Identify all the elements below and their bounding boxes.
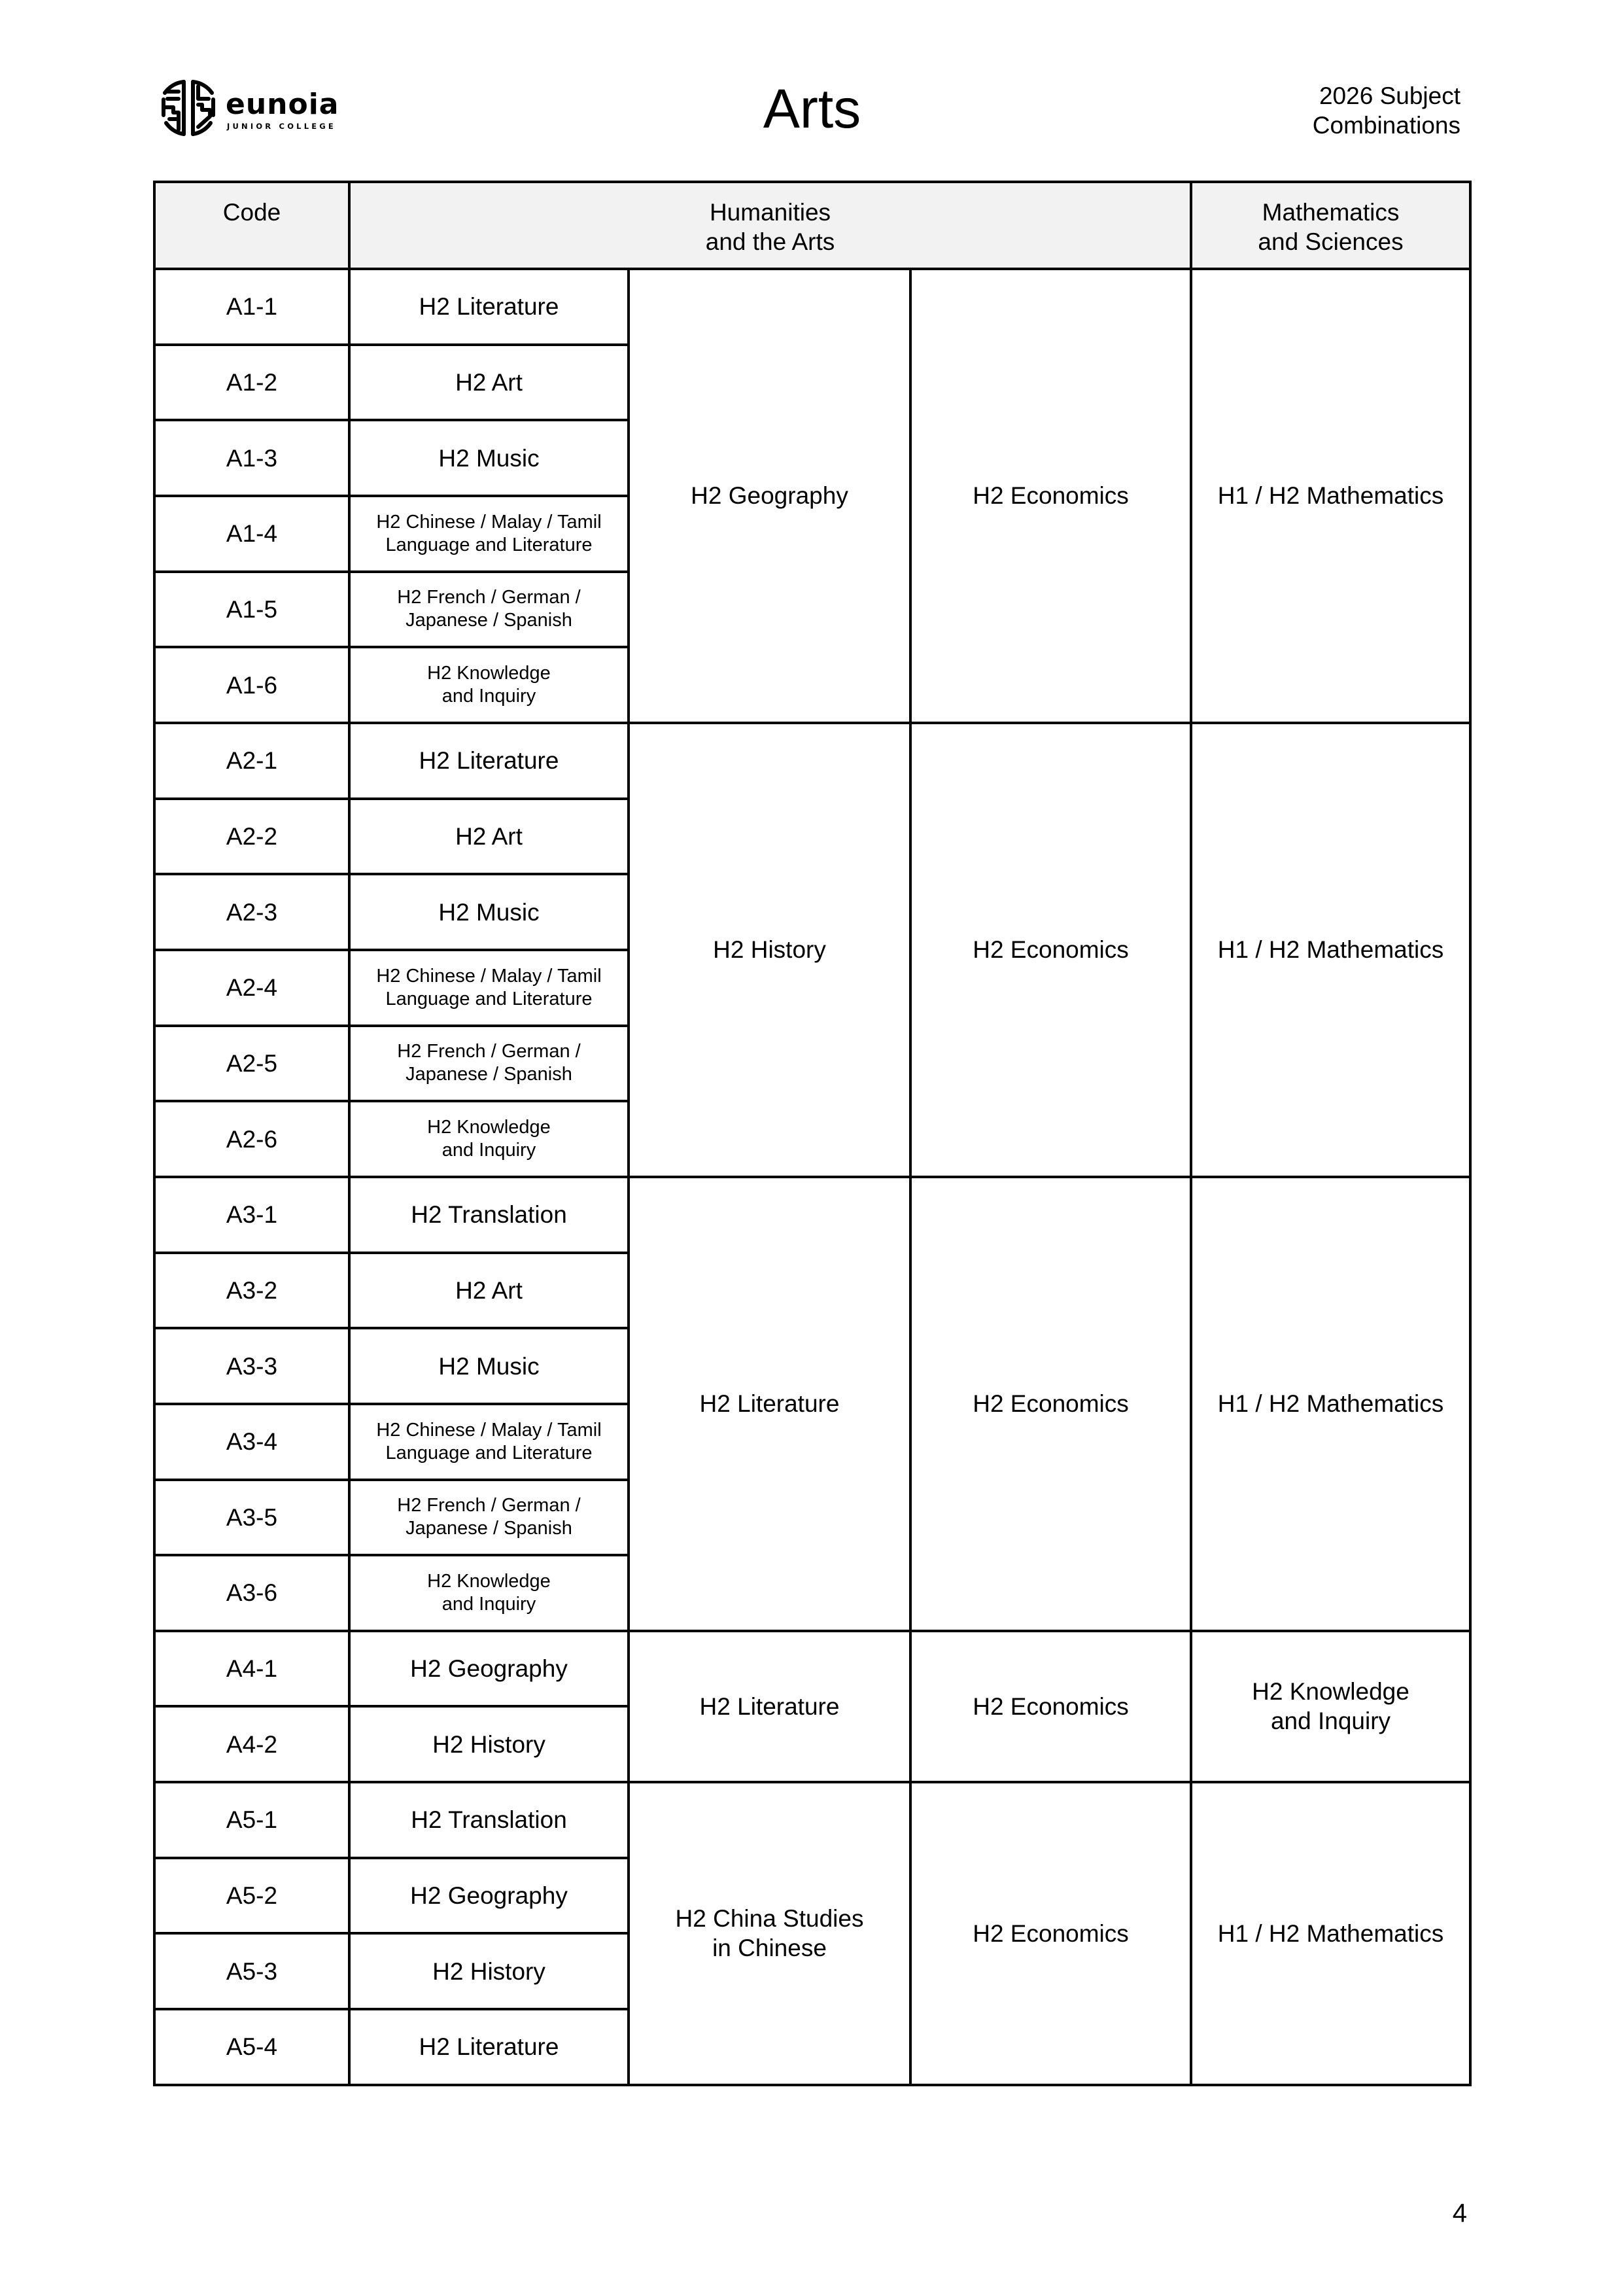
combination-code: A3-1 xyxy=(156,1178,351,1254)
elective-subject: H2 French / German / Japanese / Spanish xyxy=(351,573,630,649)
combination-code: A4-2 xyxy=(156,1708,351,1783)
elective-subject: H2 Art xyxy=(351,800,630,876)
combination-code: A1-6 xyxy=(156,648,351,724)
elective-subject: H2 History xyxy=(351,1935,630,2010)
document-label-line: 2026 Subject xyxy=(1319,82,1460,109)
elective-subject: H2 Music xyxy=(351,1329,630,1405)
combination-code: A3-6 xyxy=(156,1556,351,1632)
column-header: Mathematics and Sciences xyxy=(1192,183,1472,270)
elective-subject: H2 Chinese / Malay / Tamil Language and Literature xyxy=(351,1405,630,1481)
elective-subject: H2 Music xyxy=(351,875,630,951)
combination-code: A4-1 xyxy=(156,1632,351,1708)
humanities-subject: H2 Literature xyxy=(630,1178,912,1632)
elective-subject: H2 French / German / Japanese / Spanish xyxy=(351,1027,630,1103)
elective-subject: H2 Literature xyxy=(351,724,630,800)
humanities-subject: H2 Geography xyxy=(630,270,912,724)
combination-code: A5-3 xyxy=(156,1935,351,2010)
elective-subject: H2 Geography xyxy=(351,1859,630,1935)
elective-subject: H2 Translation xyxy=(351,1178,630,1254)
elective-subject: H2 Music xyxy=(351,421,630,497)
economics-subject: H2 Economics xyxy=(912,1783,1192,2086)
elective-subject: H2 Translation xyxy=(351,1783,630,1859)
elective-subject: H2 Chinese / Malay / Tamil Language and Literature xyxy=(351,497,630,573)
elective-subject: H2 Knowledge and Inquiry xyxy=(351,1102,630,1178)
mathematics-subject: H1 / H2 Mathematics xyxy=(1192,1783,1472,2086)
elective-subject: H2 Literature xyxy=(351,2010,630,2086)
document-label xyxy=(1313,81,1460,140)
economics-subject: H2 Economics xyxy=(912,270,1192,724)
combination-code: A5-1 xyxy=(156,1783,351,1859)
combination-code: A1-2 xyxy=(156,346,351,422)
combination-code: A3-4 xyxy=(156,1405,351,1481)
combination-code: A2-5 xyxy=(156,1027,351,1103)
humanities-subject: H2 History xyxy=(630,724,912,1178)
page-title: Arts xyxy=(763,78,861,139)
elective-subject: H2 Knowledge and Inquiry xyxy=(351,1556,630,1632)
elective-subject: H2 Literature xyxy=(351,270,630,346)
economics-subject: H2 Economics xyxy=(912,724,1192,1178)
elective-subject: H2 Knowledge and Inquiry xyxy=(351,648,630,724)
humanities-subject: H2 Literature xyxy=(630,1632,912,1783)
column-header: Humanities and the Arts xyxy=(351,183,1192,270)
document-label-line: Combinations xyxy=(1312,112,1460,139)
combination-code: A5-4 xyxy=(156,2010,351,2086)
mathematics-subject: H2 Knowledge and Inquiry xyxy=(1192,1632,1472,1783)
combination-code: A1-3 xyxy=(156,421,351,497)
economics-subject: H2 Economics xyxy=(912,1178,1192,1632)
combination-code: A2-3 xyxy=(156,875,351,951)
economics-subject: H2 Economics xyxy=(912,1632,1192,1783)
column-header: Code xyxy=(156,183,351,270)
combination-code: A3-3 xyxy=(156,1329,351,1405)
elective-subject: H2 Geography xyxy=(351,1632,630,1708)
mathematics-subject: H1 / H2 Mathematics xyxy=(1192,724,1472,1178)
logo-tagline: JUNIOR COLLEGE xyxy=(227,122,336,131)
mathematics-subject: H1 / H2 Mathematics xyxy=(1192,1178,1472,1632)
mathematics-subject: H1 / H2 Mathematics xyxy=(1192,270,1472,724)
elective-subject: H2 Art xyxy=(351,346,630,422)
elective-subject: H2 History xyxy=(351,1708,630,1783)
combination-code: A2-4 xyxy=(156,951,351,1027)
combination-code: A2-2 xyxy=(156,800,351,876)
combination-code: A5-2 xyxy=(156,1859,351,1935)
combination-code: A3-2 xyxy=(156,1254,351,1330)
humanities-subject: H2 China Studies in Chinese xyxy=(630,1783,912,2086)
combination-code: A1-5 xyxy=(156,573,351,649)
combination-code: A2-1 xyxy=(156,724,351,800)
page-number: 4 xyxy=(1452,2199,1467,2228)
subject-combinations-table xyxy=(153,181,1472,2086)
combination-code: A2-6 xyxy=(156,1102,351,1178)
logo-wordmark: eunoia xyxy=(226,88,339,121)
combination-code: A1-1 xyxy=(156,270,351,346)
combination-code: A3-5 xyxy=(156,1481,351,1557)
elective-subject: H2 French / German / Japanese / Spanish xyxy=(351,1481,630,1557)
combination-code: A1-4 xyxy=(156,497,351,573)
elective-subject: H2 Chinese / Malay / Tamil Language and Literature xyxy=(351,951,630,1027)
elective-subject: H2 Art xyxy=(351,1254,630,1330)
